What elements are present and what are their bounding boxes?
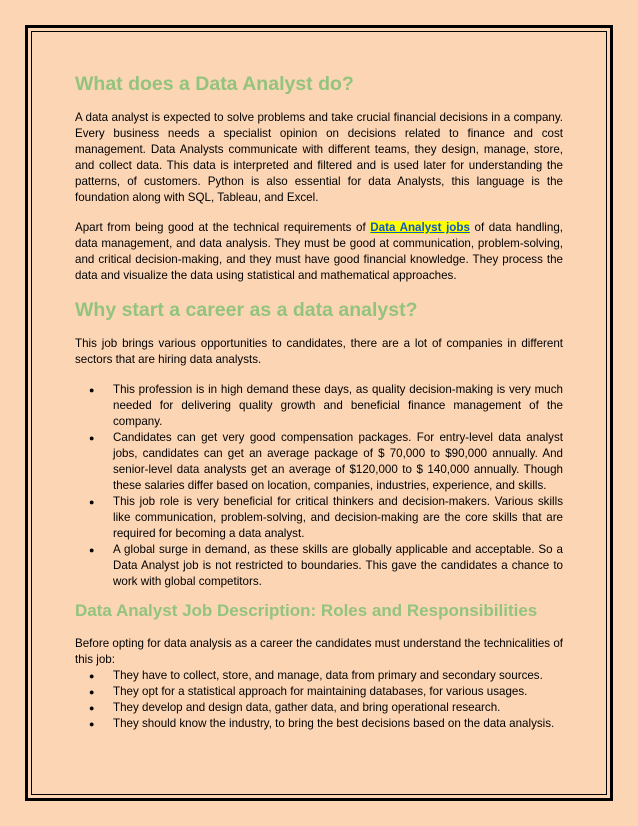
paragraph-opportunities: This job brings various opportunities to candidates, there are a lot of companies in different sectors that are hiring data analysts. xyxy=(75,337,563,366)
section-heading-why-start: Why start a career as a data analyst? xyxy=(75,299,418,321)
document-body xyxy=(75,72,563,732)
bullet-icon: ● xyxy=(89,687,95,697)
list-item-text: This profession is in high demand these days, as quality decision-making is very much needed for delivering quality growth and beneficial finance management of the company. xyxy=(113,383,563,428)
paragraph-skills xyxy=(75,220,563,284)
list-item-text: They have to collect, store, and manage, data from primary and secondary sources. xyxy=(113,669,543,682)
list-item xyxy=(75,430,563,494)
paragraph-skills-text-after: of data handling, data management, and data analysis. They must be good at communication, problem-solving, and critical decision-making, and they must have good financial knowledge. They process the data and visualize the data using statistical and mathematical approaches. xyxy=(75,221,563,282)
paragraph-skills-text-before: Apart from being good at the technical requirements of xyxy=(75,221,371,234)
list-item-text: This job role is very beneficial for critical thinkers and decision-makers. Various skills like communication, problem-solving, and decision-making are the core skills that are required for becoming a data analyst. xyxy=(113,495,563,540)
list-item xyxy=(75,382,563,430)
list-item xyxy=(75,494,563,542)
list-item-text: Candidates can get very good compensation packages. For entry-level data analyst jobs, candidates can get an average package of $ 70,000 to $90,000 annually. And senior-level data analysts get an average of $120,000 to $ 140,000 annually. Though these salaries differ based on location, companies, industries, experience, and skills. xyxy=(113,431,563,492)
list-item-text: They develop and design data, gather data, and bring operational research. xyxy=(113,701,501,714)
section-heading-what-does: What does a Data Analyst do? xyxy=(75,73,354,95)
list-item xyxy=(75,668,563,684)
section-heading-job-description: Data Analyst Job Description: Roles and Responsibilities xyxy=(75,601,538,620)
paragraph-technicalities: Before opting for data analysis as a career the candidates must understand the technicalities of this job: xyxy=(75,637,563,666)
bullet-icon: ● xyxy=(89,433,95,443)
bullet-icon: ● xyxy=(89,385,95,395)
bullet-icon: ● xyxy=(89,703,95,713)
list-item-text: A global surge in demand, as these skills are globally applicable and acceptable. So a Data Analyst job is not restricted to boundaries. This gave the candidates a chance to work with global competitors. xyxy=(113,543,563,588)
list-item xyxy=(75,542,563,590)
bullet-icon: ● xyxy=(89,545,95,555)
career-reasons-list xyxy=(75,382,563,590)
bullet-icon: ● xyxy=(89,497,95,507)
list-item-text: They should know the industry, to bring the best decisions based on the data analysis. xyxy=(113,717,555,730)
list-item xyxy=(75,684,563,700)
responsibilities-list xyxy=(75,668,563,732)
list-item xyxy=(75,700,563,716)
paragraph-role-description: A data analyst is expected to solve problems and take crucial financial decisions in a company. Every business needs a specialist opinion on decisions related to finance and cost management. Data Analysts communicate with different teams, they design, manage, store, and collect data. This data is interpreted and filtered and is used later for understanding the patterns, of customers. Python is also essential for data Analysts, this language is the foundation along with SQL, Tableau, and Excel. xyxy=(75,111,563,204)
data-analyst-jobs-link[interactable]: Data Analyst jobs xyxy=(370,221,470,234)
bullet-icon: ● xyxy=(89,671,95,681)
list-item xyxy=(75,716,563,732)
list-item-text: They opt for a statistical approach for maintaining databases, for various usages. xyxy=(113,685,528,698)
bullet-icon: ● xyxy=(89,719,95,729)
